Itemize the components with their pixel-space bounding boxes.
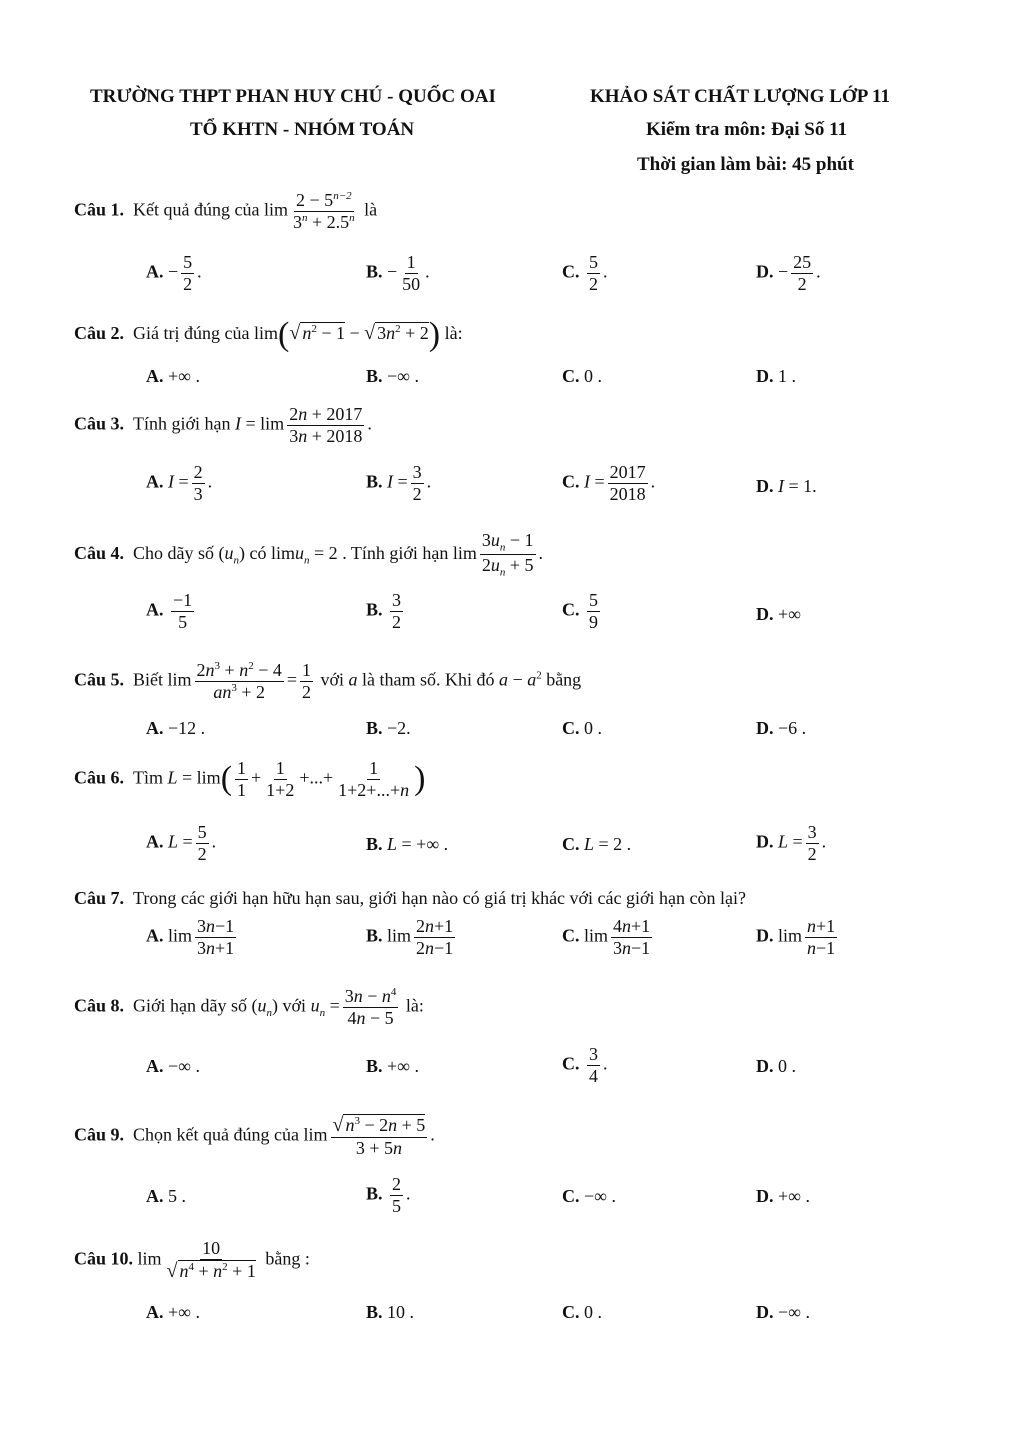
q8-option-a[interactable]: A. −∞ . [146, 1056, 200, 1076]
q4-option-c[interactable]: C. $\frac{5}{9}$ [562, 590, 598, 632]
q5-option-d[interactable]: D. −6 . [756, 718, 807, 738]
q6-option-b[interactable]: B. L = +∞ . [366, 834, 449, 854]
q8-option-b[interactable]: B. +∞ . [366, 1056, 419, 1076]
q1-option-c[interactable]: C. $\frac{5}{2}$ . [562, 252, 608, 294]
q5-option-b[interactable]: B. −2. [366, 718, 411, 738]
q10-option-a[interactable]: A. +∞ . [146, 1302, 200, 1322]
q6-option-a[interactable]: A. L = $\frac{5}{2}$ . [146, 822, 217, 864]
q4-option-b[interactable]: B. $\frac{3}{2}$ [366, 590, 402, 632]
exam-time: Thời gian làm bài: 45 phút [637, 154, 854, 175]
question-7: Câu 7. Trong các giới hạn hữu hạn sau, giới hạn nào có giá trị khác với các giới hạn còn lại? [74, 888, 747, 908]
q10-option-c[interactable]: C. 0 . [562, 1302, 602, 1322]
q5-option-c[interactable]: C. 0 . [562, 718, 602, 738]
question-label: Câu 1. [74, 199, 125, 220]
q1-option-b[interactable]: B. − $\frac{1}{50}$ . [366, 252, 430, 294]
q8-option-d[interactable]: D. 0 . [756, 1056, 796, 1076]
q4-option-a[interactable]: A. $\frac{-1}{5}$ [146, 590, 193, 632]
q9-option-d[interactable]: D. +∞ . [756, 1186, 810, 1206]
q2-option-c[interactable]: C. 0 . [562, 366, 602, 386]
q3-option-b[interactable]: B. I = $\frac{3}{2}$ . [366, 462, 432, 504]
q5-option-a[interactable]: A. −12 . [146, 718, 206, 738]
q2-option-b[interactable]: B. −∞ . [366, 366, 419, 386]
q2-option-a[interactable]: A. +∞ . [146, 366, 200, 386]
question-10: Câu 10. lim $\frac{10}{√ n^4 + n^2 + 1}$ bằng : [74, 1238, 310, 1282]
q1-option-a[interactable]: A. − $\frac{5}{2}$ . [146, 252, 202, 294]
q3-option-d[interactable]: D. I = 1. [756, 476, 817, 496]
question-2: Câu 2. Giá trị đúng của lim(√ $n^2 - 1$ − √ $3n^2 + 2$) là: [74, 316, 463, 353]
exam-title: KHẢO SÁT CHẤT LƯỢNG LỚP 11 [590, 86, 891, 107]
exam-subject: Kiểm tra môn: Đại Số 11 [646, 119, 848, 140]
q9-option-c[interactable]: C. −∞ . [562, 1186, 616, 1206]
question-1: Câu 1. Kết quả đúng của lim $\frac{2 - 5^{n-2}}{3^n + 2.5^n}$ là [74, 190, 378, 232]
q2-option-d[interactable]: D. 1 . [756, 366, 796, 386]
q3-option-a[interactable]: A. I = $\frac{2}{3}$ . [146, 462, 213, 504]
question-9: Câu 9. Chọn kết quả đúng của lim $\frac{√ n^3 - 2n + 5}{3 + 5n}$ . [74, 1114, 435, 1158]
question-text: là [364, 199, 378, 220]
q1-option-d[interactable]: D. − $\frac{25}{2}$ . [756, 252, 821, 294]
q6-option-d[interactable]: D. L = $\frac{3}{2}$ . [756, 822, 827, 864]
question-text: Kết quả đúng của [133, 199, 260, 220]
question-5: Câu 5. Biết lim $\frac{2n^3 + n^2 - 4}{an^3 + 2}$ = $\frac{1}{2}$ với a là tham số. Khi đó $a - a^2$ bằng [74, 660, 582, 702]
q3-option-c[interactable]: C. I = $\frac{2017}{2018}$ . [562, 462, 656, 504]
question-8: Câu 8. Giới hạn dãy số $(u_n)$ với $u_n$ = $\frac{3n - n^4}{4n - 5}$ là: [74, 986, 424, 1028]
q10-option-b[interactable]: B. 10 . [366, 1302, 415, 1322]
q6-option-c[interactable]: C. L = 2 . [562, 834, 632, 854]
q10-option-d[interactable]: D. −∞ . [756, 1302, 810, 1322]
q7-option-c[interactable]: C. lim $\frac{4n+1}{3n-1}$ [562, 916, 651, 958]
question-4: Câu 4. Cho dãy số $(u_n)$ có limu$_n$ = 2 . Tính giới hạn lim $\frac{3u_n - 1}{2u_n + 5}$ . [74, 530, 544, 579]
q9-option-a[interactable]: A. 5 . [146, 1186, 186, 1206]
question-6: Câu 6. Tìm L = lim( $\frac{1}{1}$ + $\frac{1}{1+2}$ +...+ $\frac{1}{1+2+...+n}$ ) [74, 758, 426, 800]
q7-option-a[interactable]: A. lim $\frac{3n-1}{3n+1}$ [146, 916, 235, 958]
q7-option-b[interactable]: B. lim $\frac{2n+1}{2n-1}$ [366, 916, 454, 958]
question-3: Câu 3. Tính giới hạn I = lim $\frac{2n + 2017}{3n + 2018}$ . [74, 404, 372, 446]
q4-option-d[interactable]: D. +∞ [756, 604, 801, 624]
q7-option-d[interactable]: D. lim $\frac{n+1}{n-1}$ [756, 916, 836, 958]
department: TỔ KHTN - NHÓM TOÁN [190, 119, 415, 140]
q8-option-c[interactable]: C. $\frac{3}{4}$ . [562, 1044, 608, 1086]
school-name: TRƯỜNG THPT PHAN HUY CHÚ - QUỐC OAI [90, 86, 496, 107]
q9-option-b[interactable]: B. $\frac{2}{5}$ . [366, 1174, 411, 1216]
